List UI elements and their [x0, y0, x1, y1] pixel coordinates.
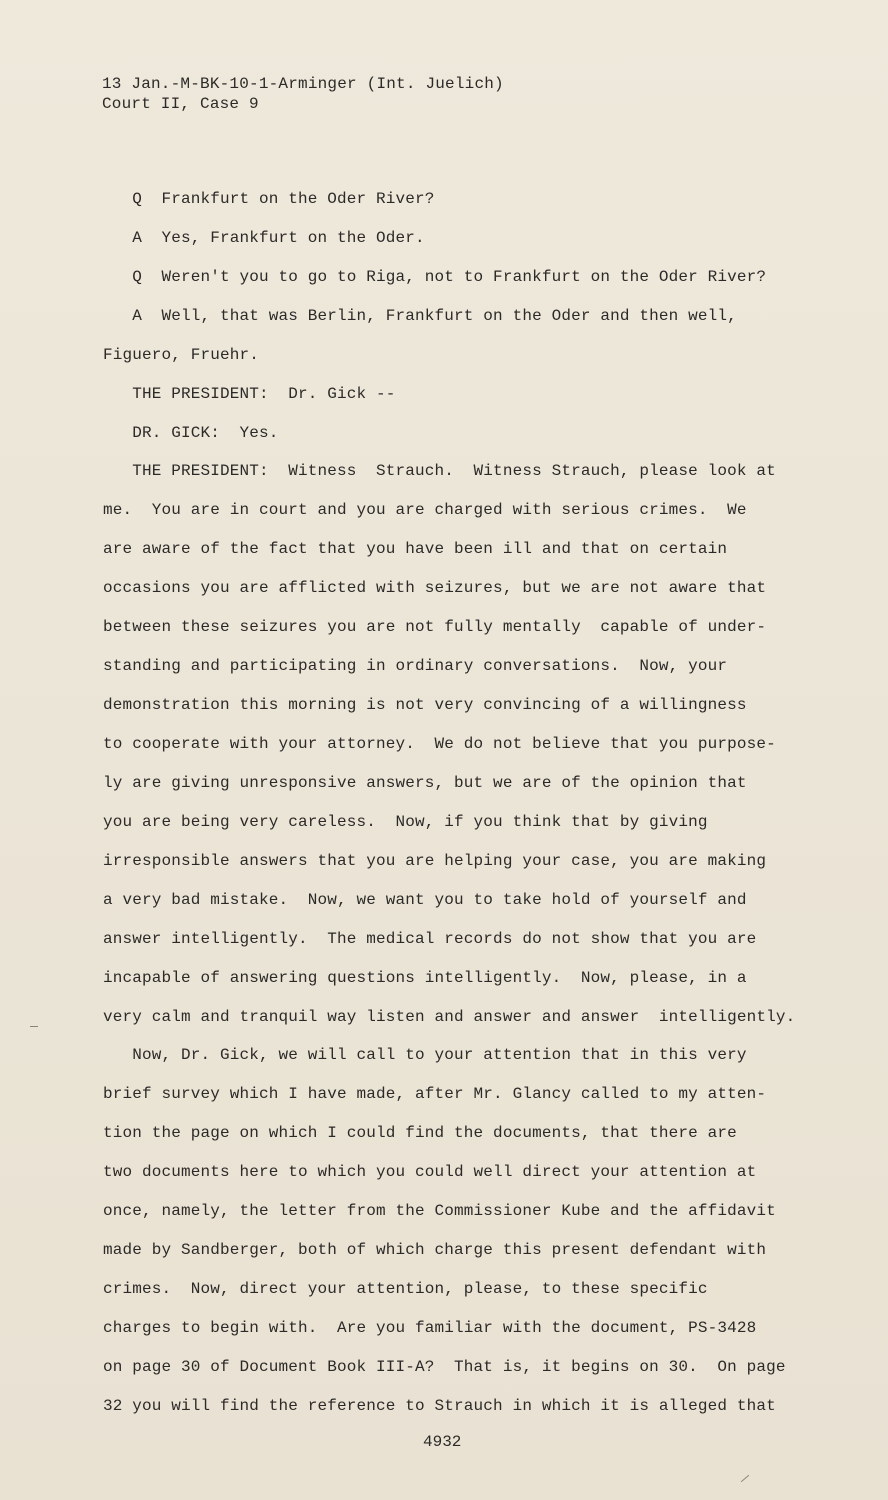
transcript-line: you are being very careless. Now, if you think that by giving: [103, 813, 708, 831]
header-court-case: Court II, Case 9: [102, 95, 259, 113]
transcript-line: THE PRESIDENT: Witness Strauch. Witness Strauch, please look at: [103, 462, 776, 480]
transcript-line: tion the page on which I could find the documents, that there are: [103, 1124, 737, 1142]
transcript-line: Figuero, Fruehr.: [103, 346, 260, 364]
transcript-line: DR. GICK: Yes.: [103, 424, 279, 442]
page-number: 4932: [423, 1433, 462, 1451]
transcript-line: Now, Dr. Gick, we will call to your attention that in this very: [103, 1046, 747, 1064]
transcript-line: between these seizures you are not fully mentally capable of under-: [103, 618, 767, 636]
transcript-line: me. You are in court and you are charged with serious crimes. We: [103, 501, 747, 519]
document-header: [102, 74, 504, 114]
transcript-line: Q Frankfurt on the Oder River?: [103, 190, 435, 208]
transcript-line: incapable of answering questions intelligently. Now, please, in a: [103, 969, 747, 987]
transcript-line: 32 you will find the reference to Strauch in which it is alleged that: [103, 1397, 776, 1415]
transcript-line: Q Weren't you to go to Riga, not to Frankfurt on the Oder River?: [103, 268, 767, 286]
transcript-line: charges to begin with. Are you familiar with the document, PS-3428: [103, 1319, 757, 1337]
transcript-line: two documents here to which you could well direct your attention at: [103, 1163, 757, 1181]
transcript-line: THE PRESIDENT: Dr. Gick --: [103, 385, 396, 403]
transcript-line: ly are giving unresponsive answers, but we are of the opinion that: [103, 774, 747, 792]
transcript-line: standing and participating in ordinary conversations. Now, your: [103, 657, 728, 675]
transcript-line: are aware of the fact that you have been ill and that on certain: [103, 540, 728, 558]
header-case-reference: 13 Jan.-M-BK-10-1-Arminger (Int. Juelich): [102, 75, 504, 93]
transcript-line: made by Sandberger, both of which charge this present defendant with: [103, 1241, 767, 1259]
transcript-line: crimes. Now, direct your attention, please, to these specific: [103, 1280, 708, 1298]
paper-mark: [741, 1475, 749, 1482]
transcript-line: demonstration this morning is not very convincing of a willingness: [103, 696, 747, 714]
transcript-line: brief survey which I have made, after Mr. Glancy called to my atten-: [103, 1085, 767, 1103]
transcript-line: to cooperate with your attorney. We do not believe that you purpose-: [103, 735, 776, 753]
transcript-line: occasions you are afflicted with seizures, but we are not aware that: [103, 579, 767, 597]
transcript-line: once, namely, the letter from the Commissioner Kube and the affidavit: [103, 1202, 776, 1220]
transcript-line: very calm and tranquil way listen and answer and answer intelligently.: [103, 1008, 796, 1026]
transcript-line: on page 30 of Document Book III-A? That is, it begins on 30. On page: [103, 1358, 786, 1376]
transcript-line: a very bad mistake. Now, we want you to take hold of yourself and: [103, 891, 747, 909]
transcript-line: answer intelligently. The medical records do not show that you are: [103, 930, 757, 948]
transcript-line: A Yes, Frankfurt on the Oder.: [103, 229, 425, 247]
transcript-line: irresponsible answers that you are helping your case, you are making: [103, 852, 767, 870]
paper-mark: [30, 1026, 38, 1027]
transcript-line: A Well, that was Berlin, Frankfurt on the Oder and then well,: [103, 307, 737, 325]
